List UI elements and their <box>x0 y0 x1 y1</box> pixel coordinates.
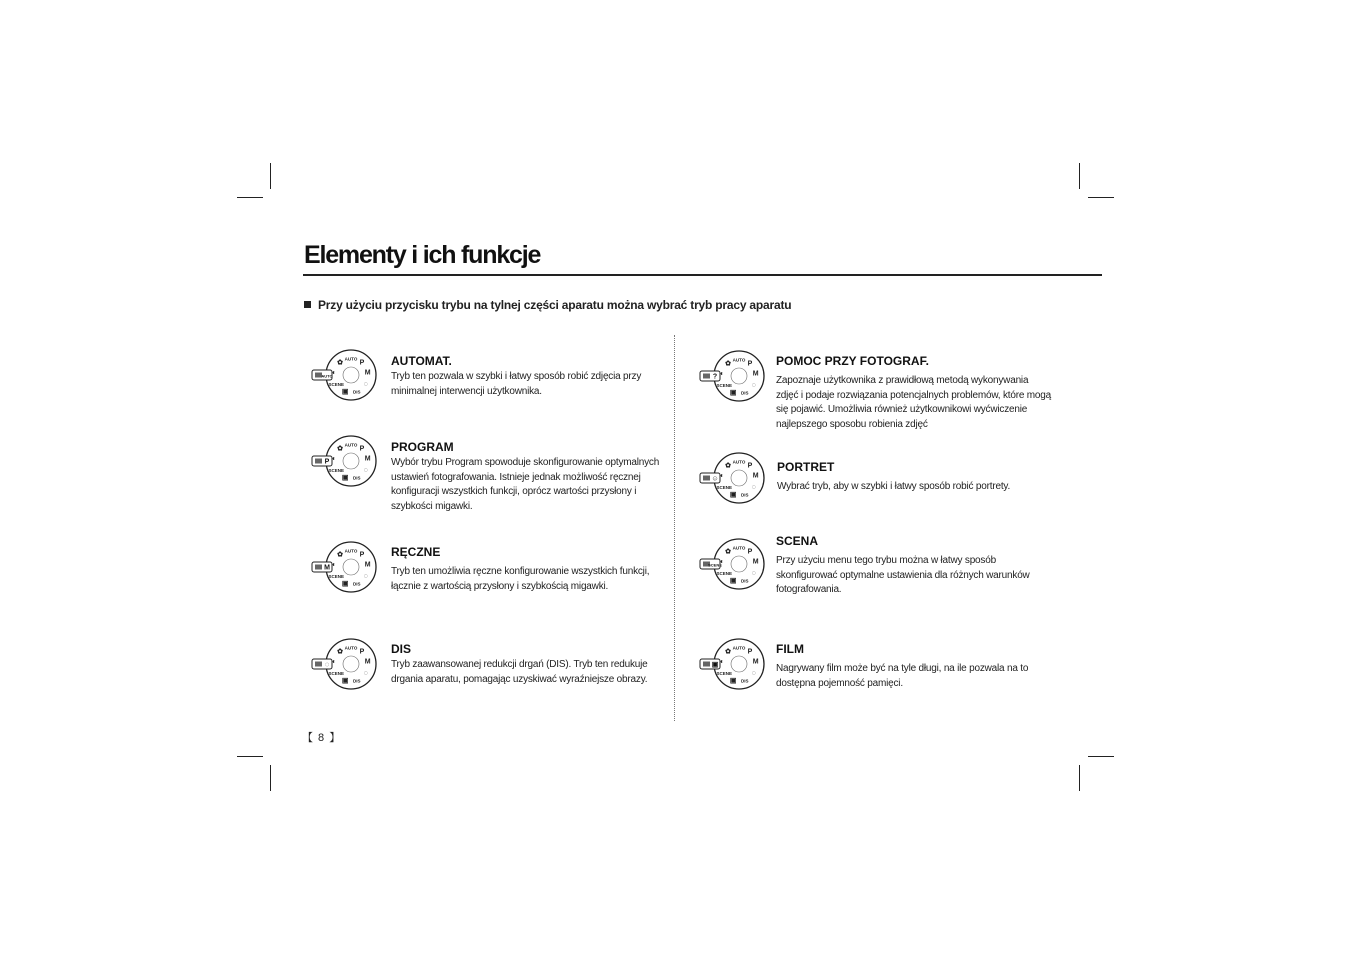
svg-text:M: M <box>752 658 759 666</box>
svg-text:◐: ◐ <box>720 370 725 378</box>
svg-text:SCENE: SCENE <box>716 383 733 388</box>
svg-text:◌: ◌ <box>751 670 756 677</box>
mode-description: Tryb ten umożliwia ręczne konfigurowanie wszystkich funkcji, łącznie z wartością przysłony i szybkością migawki. <box>391 566 650 592</box>
svg-text:DIS: DIS <box>741 578 749 584</box>
manual-dial-icon <box>311 537 383 597</box>
svg-text:▣: ▣ <box>341 580 349 588</box>
mode-description: Zapoznaje użytkownika z prawidłową metodą wykonywania zdjęć i podaje rozwiązania potencjalnych problemów, które mogą się pojawić. Umożliwia również użytkownikowi wyćwiczenie najlepszego sposobu robienia zdjęć <box>776 375 1051 430</box>
svg-text:SCENE: SCENE <box>328 574 345 579</box>
auto-dial-icon <box>311 345 383 405</box>
svg-text:P: P <box>359 359 365 367</box>
svg-text:▣: ▣ <box>341 677 349 685</box>
intro-line <box>304 298 791 312</box>
svg-text:P: P <box>359 551 365 559</box>
svg-text:SCENE: SCENE <box>716 485 733 490</box>
svg-text:✿: ✿ <box>725 648 732 656</box>
svg-text:◌: ◌ <box>363 670 368 677</box>
svg-text:M: M <box>364 369 371 377</box>
svg-text:DIS: DIS <box>741 678 749 684</box>
svg-text:▣: ▣ <box>729 491 737 499</box>
svg-text:SCENE: SCENE <box>328 671 345 676</box>
column-divider <box>674 335 675 721</box>
svg-text:✿: ✿ <box>337 359 344 367</box>
svg-text:DIS: DIS <box>353 475 361 481</box>
crop-mark <box>270 765 271 791</box>
svg-text:◐: ◐ <box>332 561 337 569</box>
crop-mark <box>270 163 271 189</box>
dis-dial-icon <box>311 634 383 694</box>
svg-text:✿: ✿ <box>337 648 344 656</box>
svg-text:P: P <box>359 445 365 453</box>
mode-title: POMOC PRZY FOTOGRAF. <box>776 354 929 368</box>
mode-title: PROGRAM <box>391 440 454 454</box>
svg-text:✿: ✿ <box>725 462 732 470</box>
svg-text:▣: ▣ <box>341 388 349 396</box>
portrait-dial-icon <box>699 448 771 508</box>
mode-title: RĘCZNE <box>391 545 441 559</box>
mode-description: Wybór trybu Program spowoduje skonfigurowanie optymalnych ustawień fotografowania. Istnieje jednak możliwość ręcznej konfiguracji wszystkich funkcji, oprócz wartości przysłony i szybkości migawki. <box>391 457 660 512</box>
svg-text:◌: ◌ <box>363 467 368 474</box>
svg-text:▣: ▣ <box>729 577 737 585</box>
svg-text:AUTO: AUTO <box>344 645 358 651</box>
bullet-square-icon <box>304 301 311 308</box>
mode-title: DIS <box>391 642 412 656</box>
title-rule <box>303 274 1102 276</box>
mode-title: SCENA <box>776 534 819 548</box>
svg-text:M: M <box>364 455 371 463</box>
svg-text:M: M <box>752 472 759 480</box>
svg-text:✿: ✿ <box>725 360 732 368</box>
svg-text:M: M <box>752 370 759 378</box>
crop-mark <box>237 756 263 757</box>
svg-text:✿: ✿ <box>725 548 732 556</box>
svg-text:AUTO: AUTO <box>344 356 358 362</box>
mode-description: Tryb zaawansowanej redukcji drgań (DIS). Tryb ten redukuje drgania aparatu, pomagając uzyskiwać wyraźniejsze obrazy. <box>391 659 648 685</box>
mode-title: FILM <box>776 642 804 656</box>
svg-text:M: M <box>364 658 371 666</box>
mode-title: AUTOMAT. <box>391 354 452 368</box>
svg-text:AUTO: AUTO <box>344 548 358 554</box>
svg-text:DIS: DIS <box>741 492 749 498</box>
mode-description: Nagrywany film może być na tyle długi, na ile pozwala na to dostępna pojemność pamięci. <box>776 663 1029 689</box>
svg-text:◌: ◌ <box>363 381 368 388</box>
crop-mark <box>1079 765 1080 791</box>
svg-text:◌: ◌ <box>324 661 330 669</box>
svg-text:SCENE: SCENE <box>716 671 733 676</box>
movie-dial-icon <box>699 634 771 694</box>
program-dial-icon <box>311 431 383 491</box>
crop-mark <box>237 197 263 198</box>
svg-text:P: P <box>747 648 753 656</box>
svg-text:SCENE: SCENE <box>328 468 345 473</box>
svg-text:☺: ☺ <box>711 475 719 483</box>
svg-text:AUTO: AUTO <box>321 373 333 379</box>
svg-text:AUTO: AUTO <box>732 645 746 651</box>
mode-description: Tryb ten pozwala w szybki i łatwy sposób robić zdjęcia przy minimalnej interwencji użytkownika. <box>391 371 642 397</box>
intro-text: Przy użyciu przycisku trybu na tylnej części aparatu można wybrać tryb pracy aparatu <box>318 298 792 312</box>
svg-text:DIS: DIS <box>353 678 361 684</box>
svg-text:◌: ◌ <box>751 382 756 389</box>
crop-mark <box>1088 756 1114 757</box>
svg-text:✿: ✿ <box>337 551 344 559</box>
svg-text:SCENE: SCENE <box>708 562 722 568</box>
svg-text:AUTO: AUTO <box>732 357 746 363</box>
svg-text:▣: ▣ <box>729 677 737 685</box>
svg-text:?: ? <box>712 373 718 381</box>
svg-text:SCENE: SCENE <box>328 382 345 387</box>
svg-text:◐: ◐ <box>332 455 337 463</box>
mode-description: Wybrać tryb, aby w szybki i łatwy sposób robić portrety. <box>777 481 1011 492</box>
svg-text:M: M <box>324 564 330 572</box>
mode-title: PORTRET <box>777 460 835 474</box>
svg-text:◐: ◐ <box>332 658 337 666</box>
page-title: Elementy i ich funkcje <box>304 241 541 269</box>
svg-text:▣: ▣ <box>711 661 719 669</box>
svg-text:SCENE: SCENE <box>716 571 733 576</box>
svg-text:◌: ◌ <box>363 573 368 580</box>
svg-text:DIS: DIS <box>353 389 361 395</box>
svg-text:✿: ✿ <box>337 445 344 453</box>
svg-text:AUTO: AUTO <box>732 459 746 465</box>
svg-text:◐: ◐ <box>720 472 725 480</box>
svg-text:P: P <box>747 360 753 368</box>
svg-text:▣: ▣ <box>341 474 349 482</box>
scene-dial-icon <box>699 534 771 594</box>
svg-text:DIS: DIS <box>353 581 361 587</box>
mode-description: Przy użyciu menu tego trybu można w łatwy sposób skonfigurować optymalne ustawienia dla różnych warunków fotografowania. <box>776 555 1030 595</box>
page-number: 【 8 】 <box>302 732 342 744</box>
svg-text:P: P <box>324 458 330 466</box>
svg-text:DIS: DIS <box>741 390 749 396</box>
svg-text:P: P <box>747 548 753 556</box>
svg-text:◐: ◐ <box>720 558 725 566</box>
svg-text:◌: ◌ <box>751 570 756 577</box>
svg-text:AUTO: AUTO <box>732 545 746 551</box>
svg-text:▣: ▣ <box>729 389 737 397</box>
svg-text:P: P <box>359 648 365 656</box>
svg-text:AUTO: AUTO <box>344 442 358 448</box>
photo-help-dial-icon <box>699 346 771 406</box>
svg-text:M: M <box>752 558 759 566</box>
svg-text:◐: ◐ <box>332 369 337 377</box>
crop-mark <box>1079 163 1080 189</box>
svg-text:M: M <box>364 561 371 569</box>
svg-text:◐: ◐ <box>720 658 725 666</box>
svg-text:◌: ◌ <box>751 484 756 491</box>
crop-mark <box>1088 197 1114 198</box>
svg-text:P: P <box>747 462 753 470</box>
